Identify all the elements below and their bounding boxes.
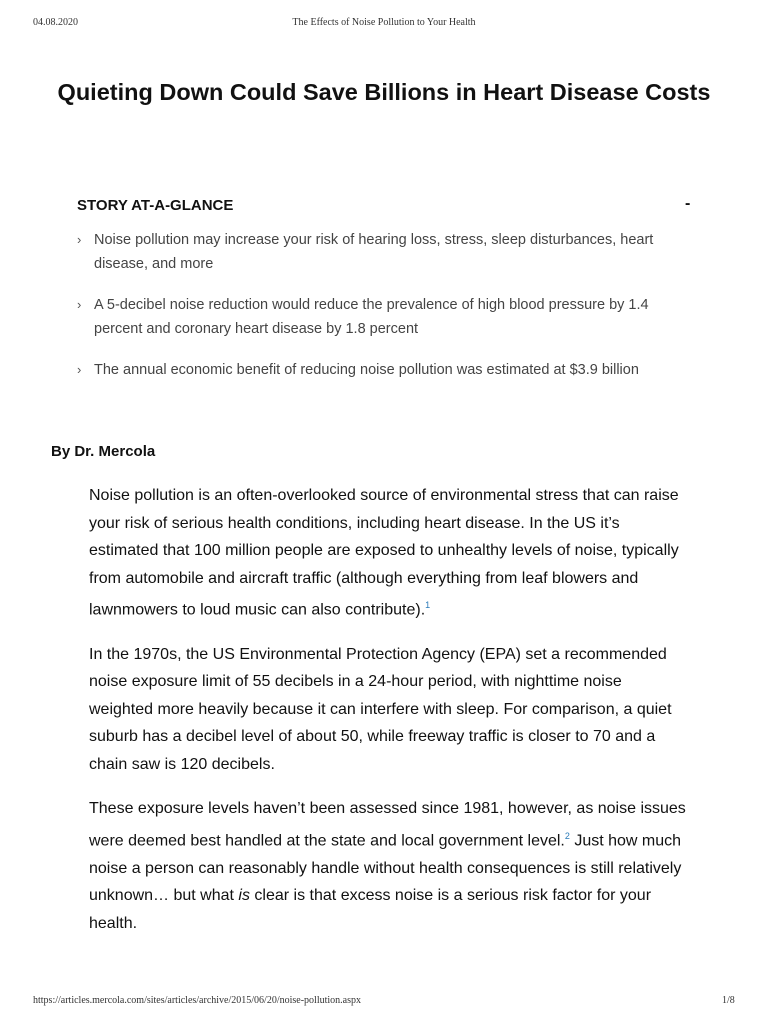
paragraph-text: clear is that excess noise is a serious risk factor for your health. [89, 887, 652, 932]
collapse-toggle-icon[interactable]: - [685, 195, 691, 212]
paragraph [89, 795, 689, 937]
paragraph-text: In the 1970s, the US Environmental Protection Agency (EPA) set a recommended noise exposure limit of 55 decibels in a 24-hour period, with nighttime noise weighted more heavily because it can interfere with sleep. For comparison, a quiet suburb has a decibel level of about 50, while freeway traffic is closer to 70 and a chain saw is 120 decibels. [89, 645, 672, 773]
paragraph-text: These exposure levels haven’t been assessed since 1981, however, as noise issues were deemed best handled at the state and local government level. [89, 800, 686, 850]
glance-item [77, 358, 697, 382]
paragraph [89, 641, 689, 779]
paragraph-text: Just how much noise a person can reasonably handle without health consequences is still relatively unknown… but what [89, 832, 682, 905]
story-at-a-glance-heading: STORY AT-A-GLANCE [77, 197, 234, 214]
chevron-right-icon: › [77, 362, 82, 377]
print-url: https://articles.mercola.com/sites/articles/archive/2015/06/20/noise-pollution.aspx [33, 995, 361, 1006]
paragraph [89, 482, 689, 624]
print-page-number: 1/8 [722, 995, 735, 1006]
glance-list [77, 228, 697, 399]
emphasis-text: is [238, 887, 250, 905]
print-date: 04.08.2020 [33, 17, 78, 28]
glance-item-text: A 5-decibel noise reduction would reduce the prevalence of high blood pressure by 1.4 percent and coronary heart disease by 1.8 percent [94, 297, 649, 337]
article-title: Quieting Down Could Save Billions in Heart Disease Costs [57, 79, 711, 105]
article-body [89, 482, 689, 954]
glance-item [77, 228, 697, 276]
glance-item-text: Noise pollution may increase your risk of hearing loss, stress, sleep disturbances, heart disease, and more [94, 232, 654, 272]
print-page-title: The Effects of Noise Pollution to Your Health [292, 17, 476, 28]
paragraph-text: Noise pollution is an often-overlooked source of environmental stress that can raise your risk of serious health conditions, including heart disease. In the US it’s estimated that 100 million people are exposed to unhealthy levels of noise, typically from automobile and aircraft traffic (although everything from leaf blowers and lawnmowers to loud music can also contribute). [89, 487, 679, 619]
byline: By Dr. Mercola [51, 443, 156, 460]
glance-item-text: The annual economic benefit of reducing noise pollution was estimated at $3.9 billion [94, 362, 639, 378]
footnote-link[interactable]: 1 [425, 600, 431, 610]
chevron-right-icon: › [77, 297, 82, 312]
glance-item [77, 293, 697, 341]
chevron-right-icon: › [77, 232, 82, 247]
footnote-link[interactable]: 2 [564, 830, 570, 841]
